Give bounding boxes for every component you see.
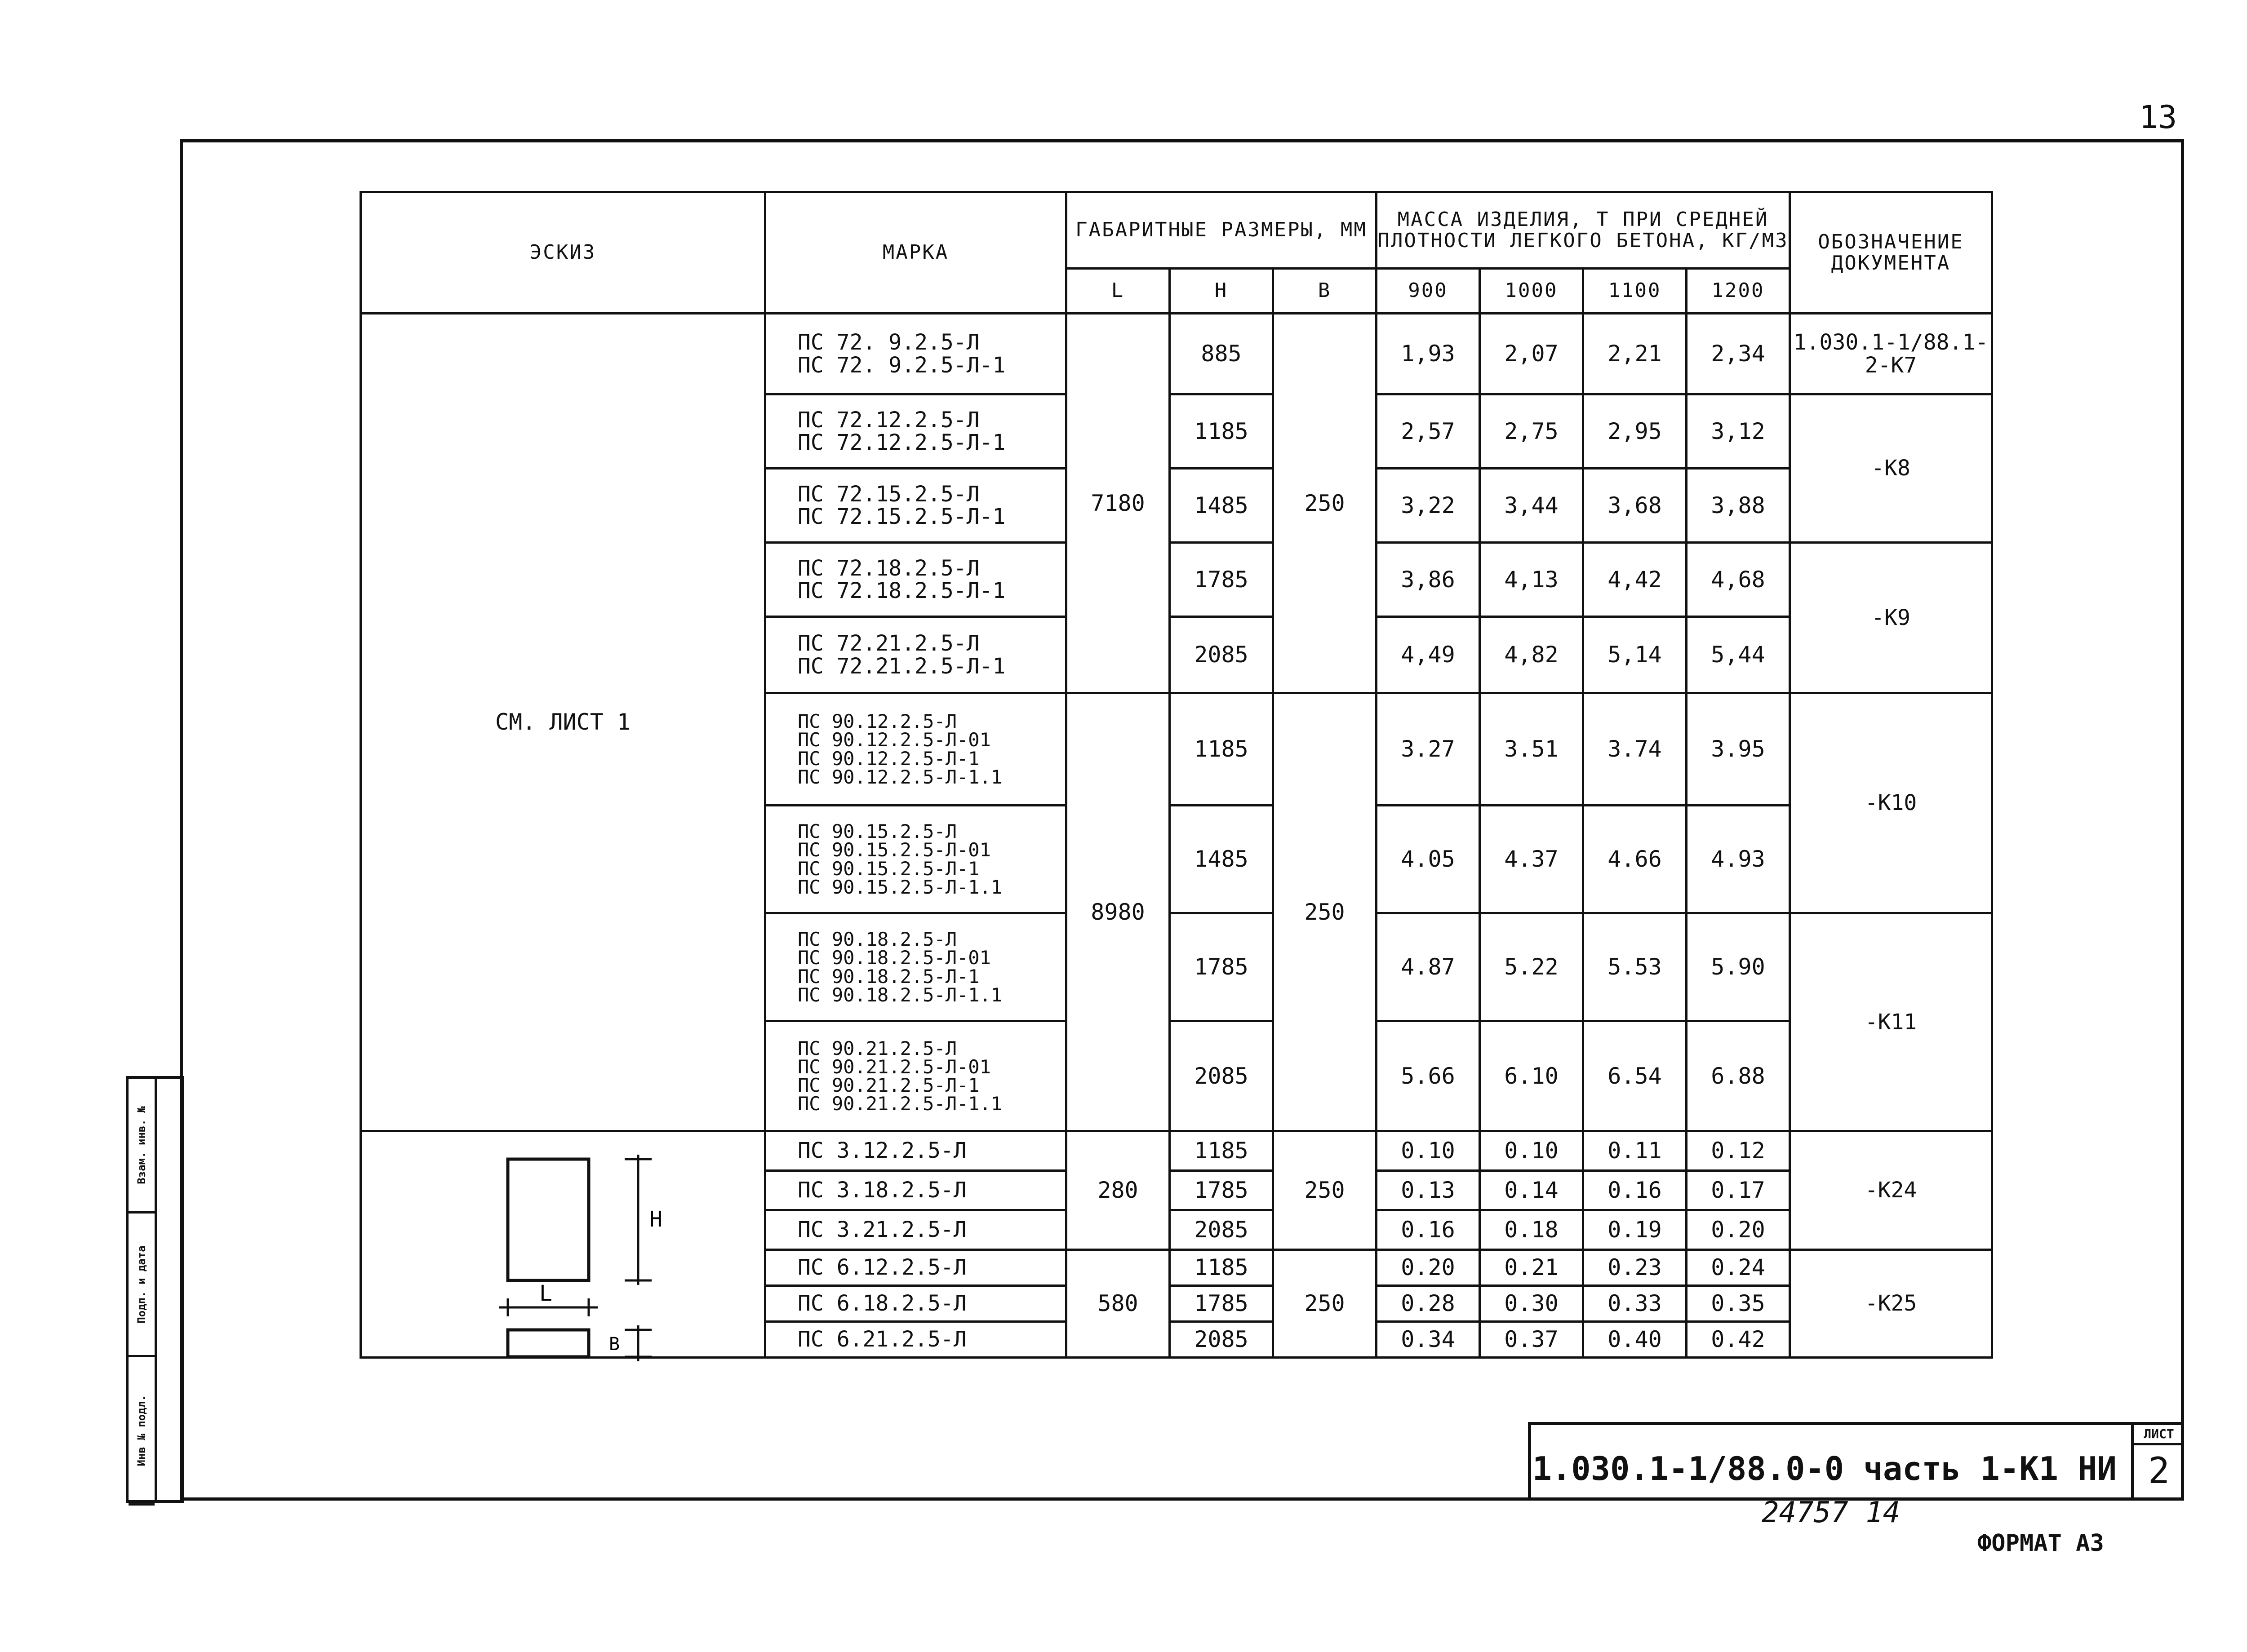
mass-1000: 0.10 [1480, 1131, 1583, 1171]
doc-cell: -К10 [1790, 693, 1992, 913]
height-cell: 1485 [1170, 469, 1273, 543]
mark-cell: ПС 3.18.2.5-Л [765, 1171, 1066, 1210]
table-row [361, 314, 1992, 394]
mass-900: 5.66 [1377, 1021, 1480, 1131]
mass-1100: 0.33 [1583, 1286, 1687, 1322]
header-L: L [1066, 269, 1170, 314]
height-cell: 2085 [1170, 1210, 1273, 1250]
mass-900: 3.27 [1377, 693, 1480, 806]
height-cell: 1185 [1170, 693, 1273, 806]
height-cell: 1785 [1170, 543, 1273, 617]
stamp-podp-data: Подп. и дата [129, 1214, 155, 1357]
mark-cell: ПС 3.21.2.5-Л [765, 1210, 1066, 1250]
mark-cell: ПС 90.18.2.5-Л ПС 90.18.2.5-Л-01 ПС 90.18.2.5-Л-1 ПС 90.18.2.5-Л-1.1 [765, 913, 1066, 1021]
height-cell: 885 [1170, 314, 1273, 394]
mark-cell: ПС 90.12.2.5-Л ПС 90.12.2.5-Л-01 ПС 90.12.2.5-Л-1 ПС 90.12.2.5-Л-1.1 [765, 693, 1066, 806]
header-density-1100: 1100 [1583, 269, 1687, 314]
mass-1000: 4,82 [1480, 617, 1583, 693]
length-label: L [539, 1281, 552, 1306]
mass-1000: 6.10 [1480, 1021, 1583, 1131]
doc-cell: -К11 [1790, 913, 1992, 1131]
width-cell: 250 [1273, 693, 1377, 1131]
mark-cell: ПС 6.12.2.5-Л [765, 1250, 1066, 1286]
header-density-1200: 1200 [1687, 269, 1790, 314]
mass-1000: 3.51 [1480, 693, 1583, 806]
mass-1200: 6.88 [1687, 1021, 1790, 1131]
doc-cell: -К25 [1790, 1250, 1992, 1358]
mass-1200: 5.90 [1687, 913, 1790, 1021]
header-doc: ОБОЗНАЧЕНИЕ ДОКУМЕНТА [1790, 192, 1992, 314]
header-H: Н [1170, 269, 1273, 314]
doc-cell: 1.030.1-1/88.1-2-К7 [1790, 314, 1992, 394]
mass-1200: 0.24 [1687, 1250, 1790, 1286]
header-mark: МАРКА [765, 192, 1066, 314]
mass-1000: 4.37 [1480, 806, 1583, 913]
mass-900: 0.28 [1377, 1286, 1480, 1322]
mass-900: 3,86 [1377, 543, 1480, 617]
sheet-box [2131, 1425, 2184, 1501]
mass-1000: 2,75 [1480, 394, 1583, 469]
mass-1000: 0.14 [1480, 1171, 1583, 1210]
header-sketch: ЭСКИЗ [361, 192, 765, 314]
mass-1000: 0.21 [1480, 1250, 1583, 1286]
mass-1100: 2,21 [1583, 314, 1687, 394]
doc-cell: -К8 [1790, 394, 1992, 543]
doc-cell: -К24 [1790, 1131, 1992, 1250]
mark-cell: ПС 90.15.2.5-Л ПС 90.15.2.5-Л-01 ПС 90.15.2.5-Л-1 ПС 90.15.2.5-Л-1.1 [765, 806, 1066, 913]
height-cell: 1785 [1170, 1171, 1273, 1210]
mass-1000: 2,07 [1480, 314, 1583, 394]
page-number: 13 [2139, 99, 2177, 136]
mark-cell: ПС 6.18.2.5-Л [765, 1286, 1066, 1322]
mass-1200: 0.17 [1687, 1171, 1790, 1210]
length-cell: 7180 [1066, 314, 1170, 693]
mass-1100: 5.53 [1583, 913, 1687, 1021]
sheet-label: ЛИСТ [2134, 1425, 2184, 1445]
mass-1100: 6.54 [1583, 1021, 1687, 1131]
document-code: 1.030.1-1/88.0-0 часть 1-К1 НИ [1532, 1450, 2117, 1488]
height-cell: 2085 [1170, 1021, 1273, 1131]
height-cell: 1785 [1170, 1286, 1273, 1322]
doc-cell: -К9 [1790, 543, 1992, 693]
mass-1000: 0.18 [1480, 1210, 1583, 1250]
mass-1000: 3,44 [1480, 469, 1583, 543]
format-label: ФОРМАТ А3 [1977, 1530, 2104, 1557]
height-cell: 2085 [1170, 1322, 1273, 1358]
width-label: В [609, 1334, 620, 1355]
width-cell: 250 [1273, 1250, 1377, 1358]
mark-cell: ПС 6.21.2.5-Л [765, 1322, 1066, 1358]
height-cell: 1185 [1170, 1250, 1273, 1286]
mass-900: 3,22 [1377, 469, 1480, 543]
mass-900: 1,93 [1377, 314, 1480, 394]
mass-900: 0.16 [1377, 1210, 1480, 1250]
mass-900: 4.05 [1377, 806, 1480, 913]
mass-900: 0.13 [1377, 1171, 1480, 1210]
mass-1200: 0.20 [1687, 1210, 1790, 1250]
mass-1100: 4,42 [1583, 543, 1687, 617]
mass-1000: 0.30 [1480, 1286, 1583, 1322]
mass-1100: 0.11 [1583, 1131, 1687, 1171]
side-stamp [126, 1076, 184, 1503]
sketch-elevation [508, 1159, 589, 1280]
header-density-1000: 1000 [1480, 269, 1583, 314]
header-density-900: 900 [1377, 269, 1480, 314]
mass-1100: 3,68 [1583, 469, 1687, 543]
mass-1200: 3,88 [1687, 469, 1790, 543]
mass-1200: 0.42 [1687, 1322, 1790, 1358]
width-cell: 250 [1273, 314, 1377, 693]
handwritten-number: 24757 14 [1762, 1496, 1901, 1529]
mass-1200: 3.95 [1687, 693, 1790, 806]
height-cell: 1185 [1170, 1131, 1273, 1171]
mark-cell: ПС 72.15.2.5-Л ПС 72.15.2.5-Л-1 [765, 469, 1066, 543]
header-dims: ГАБАРИТНЫЕ РАЗМЕРЫ, ММ [1066, 192, 1377, 269]
sketch-reference: СМ. ЛИСТ 1 [361, 314, 765, 1131]
mass-1200: 2,34 [1687, 314, 1790, 394]
sketch-section [508, 1330, 589, 1357]
title-block [1528, 1422, 2184, 1501]
stamp-inv-podl: Инв № подл. [129, 1357, 155, 1506]
height-cell: 1785 [1170, 913, 1273, 1021]
mass-1100: 5,14 [1583, 617, 1687, 693]
height-cell: 1185 [1170, 394, 1273, 469]
mass-1200: 3,12 [1687, 394, 1790, 469]
mark-cell: ПС 72.21.2.5-Л ПС 72.21.2.5-Л-1 [765, 617, 1066, 693]
mass-900: 4.87 [1377, 913, 1480, 1021]
mark-cell: ПС 3.12.2.5-Л [765, 1131, 1066, 1171]
mass-1100: 4.66 [1583, 806, 1687, 913]
mass-1100: 0.23 [1583, 1250, 1687, 1286]
mass-1000: 0.37 [1480, 1322, 1583, 1358]
mark-cell: ПС 72.12.2.5-Л ПС 72.12.2.5-Л-1 [765, 394, 1066, 469]
header-mass: МАССА ИЗДЕЛИЯ, Т ПРИ СРЕДНЕЙ ПЛОТНОСТИ ЛЕГКОГО БЕТОНА, КГ/М3 [1377, 192, 1790, 269]
header-B: В [1273, 269, 1377, 314]
mass-1100: 0.19 [1583, 1210, 1687, 1250]
mass-900: 4,49 [1377, 617, 1480, 693]
mark-cell: ПС 90.21.2.5-Л ПС 90.21.2.5-Л-01 ПС 90.21.2.5-Л-1 ПС 90.21.2.5-Л-1.1 [765, 1021, 1066, 1131]
mass-900: 0.10 [1377, 1131, 1480, 1171]
length-cell: 580 [1066, 1250, 1170, 1358]
mass-900: 0.20 [1377, 1250, 1480, 1286]
mass-1200: 0.35 [1687, 1286, 1790, 1322]
height-label: Н [649, 1207, 662, 1232]
mark-cell: ПС 72. 9.2.5-Л ПС 72. 9.2.5-Л-1 [765, 314, 1066, 394]
mass-1100: 0.40 [1583, 1322, 1687, 1358]
mark-cell: ПС 72.18.2.5-Л ПС 72.18.2.5-Л-1 [765, 543, 1066, 617]
height-cell: 1485 [1170, 806, 1273, 913]
height-cell: 2085 [1170, 617, 1273, 693]
mass-1200: 5,44 [1687, 617, 1790, 693]
mass-1200: 4,68 [1687, 543, 1790, 617]
sheet-number: 2 [2148, 1450, 2170, 1492]
element-sketch [481, 1155, 670, 1370]
width-cell: 250 [1273, 1131, 1377, 1250]
length-cell: 280 [1066, 1131, 1170, 1250]
mass-1100: 3.74 [1583, 693, 1687, 806]
mass-1100: 2,95 [1583, 394, 1687, 469]
mass-1000: 5.22 [1480, 913, 1583, 1021]
length-cell: 8980 [1066, 693, 1170, 1131]
stamp-vzam-inv: Взам. инв. № [129, 1079, 155, 1214]
mass-1100: 0.16 [1583, 1171, 1687, 1210]
mass-900: 2,57 [1377, 394, 1480, 469]
mass-900: 0.34 [1377, 1322, 1480, 1358]
mass-1000: 4,13 [1480, 543, 1583, 617]
mass-1200: 4.93 [1687, 806, 1790, 913]
mass-1200: 0.12 [1687, 1131, 1790, 1171]
